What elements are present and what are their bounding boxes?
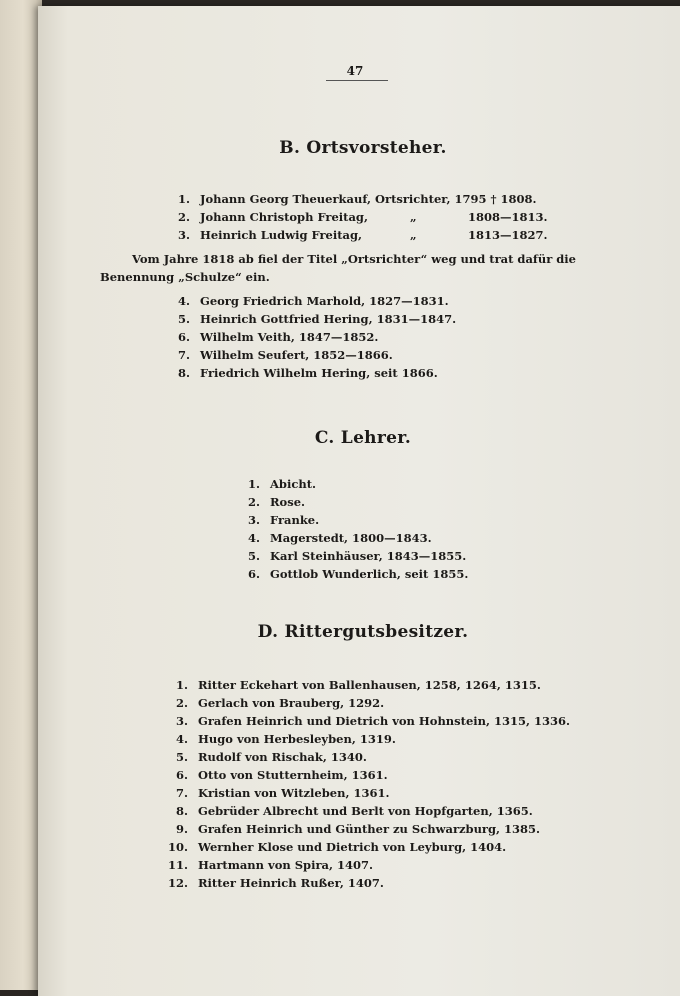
list-item: 6. Otto von Stutternheim, 1361. <box>175 768 388 782</box>
list-item: 2. Rose. <box>247 495 306 509</box>
list-item: 1. Ritter Eckehart von Ballenhausen, 1258, 1264, 1315. <box>175 678 541 692</box>
list-item: 3. Grafen Heinrich und Dietrich von Hohnstein, 1315, 1336. <box>175 714 571 728</box>
list-item: 12. Ritter Heinrich Rußer, 1407. <box>167 876 384 890</box>
page-number: 47 <box>346 64 364 78</box>
list-item: 6. Gottlob Wunderlich, seit 1855. <box>247 567 469 581</box>
list-item: 7. Wilhelm Seufert, 1852—1866. <box>177 348 393 362</box>
list-item: 3. Franke. <box>247 513 320 527</box>
list-item: 9. Grafen Heinrich und Günther zu Schwarzburg, 1385. <box>175 822 541 836</box>
list-item: 4. Georg Friedrich Marhold, 1827—1831. <box>177 294 449 308</box>
list-item: 4. Hugo von Herbesleyben, 1319. <box>175 732 396 746</box>
section-c-heading: C. Lehrer. <box>314 428 412 448</box>
list-item: 10. Wernher Klose und Dietrich von Leyburg, 1404. <box>167 840 507 854</box>
section-b-heading: B. Ortsvorsteher. <box>279 138 447 158</box>
facing-page-edge <box>0 0 42 990</box>
list-item: 8. Friedrich Wilhelm Hering, seit 1866. <box>177 366 438 380</box>
list-item: 5. Heinrich Gottfried Hering, 1831—1847. <box>177 312 457 326</box>
paragraph-line: Vom Jahre 1818 ab fiel der Titel „Ortsrichter“ weg und trat dafür die <box>132 252 576 266</box>
list-item: 2. Johann Christoph Freitag, „ 1808—1813. <box>177 210 548 224</box>
list-item: 6. Wilhelm Veith, 1847—1852. <box>177 330 379 344</box>
list-item: 3. Heinrich Ludwig Freitag, „ 1813—1827. <box>177 228 548 242</box>
list-item: 11. Hartmann von Spira, 1407. <box>167 858 373 872</box>
paragraph-line: Benennung „Schulze“ ein. <box>100 270 270 284</box>
list-item: 1. Abicht. <box>247 477 317 491</box>
list-item: 2. Gerlach von Brauberg, 1292. <box>175 696 385 710</box>
section-d-heading: D. Rittergutsbesitzer. <box>257 622 469 642</box>
page-number-rule <box>326 80 388 81</box>
list-item: 7. Kristian von Witzleben, 1361. <box>175 786 390 800</box>
list-item: 5. Rudolf von Rischak, 1340. <box>175 750 367 764</box>
list-item: 1. Johann Georg Theuerkauf, Ortsrichter, 1795 † 1808. <box>177 192 537 206</box>
book-page <box>38 6 680 996</box>
list-item: 4. Magerstedt, 1800—1843. <box>247 531 432 545</box>
list-item: 5. Karl Steinhäuser, 1843—1855. <box>247 549 467 563</box>
list-item: 8. Gebrüder Albrecht und Berlt von Hopfgarten, 1365. <box>175 804 533 818</box>
